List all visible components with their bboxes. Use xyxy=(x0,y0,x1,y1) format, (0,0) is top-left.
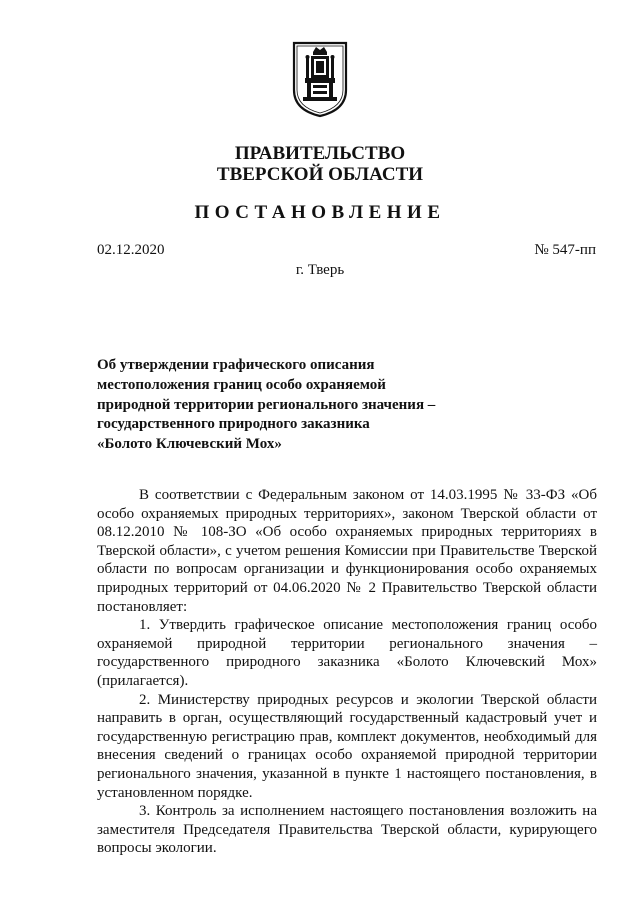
subject-line: государственного природного заказника xyxy=(97,416,370,433)
document-body xyxy=(97,486,597,858)
clause-2-paragraph: 2. Министерству природных ресурсов и экологии Тверской области направить в орган, осуществляющий государственный кадастровый учет и государственную регистрацию прав, комплект документов, необходимый для внесения сведений о границах особо охраняемой природной территории регионального значения, указанной в пункте 1 настоящего постановления, в установленном порядке. xyxy=(97,691,597,801)
subject-line: Об утверждении графического описания xyxy=(97,357,375,373)
document-date: 02.12.2020 xyxy=(97,242,165,258)
document-type-title: ПОСТАНОВЛЕНИЕ xyxy=(194,202,446,223)
government-name-line-1: ПРАВИТЕЛЬСТВО xyxy=(234,143,406,164)
tver-region-coat-of-arms-icon xyxy=(291,40,349,118)
clause-3-paragraph: 3. Контроль за исполнением настоящего постановления возложить на заместителя Председателя Правительства Тверской области, курирующего вопросы экологии. xyxy=(97,803,597,857)
subject-line: местоположения границ особо охраняемой xyxy=(97,376,386,393)
document-city: г. Тверь xyxy=(295,262,345,278)
government-name-line-2: ТВЕРСКОЙ ОБЛАСТИ xyxy=(216,164,424,185)
subject-line: природной территории регионального значения – xyxy=(97,396,436,413)
document-subject xyxy=(97,356,457,455)
clause-1-paragraph: 1. Утвердить графическое описание местоположения границ особо охраняемой природной территории регионального значения – государственного природного заказника «Болото Ключевский Мох» (прилагается). xyxy=(97,617,597,689)
subject-line: «Болото Ключевский Мох» xyxy=(97,436,282,453)
document-number: № 547-пп xyxy=(534,242,596,258)
preamble-paragraph: В соответствии с Федеральным законом от 14.03.1995 № 33-ФЗ «Об особо охраняемых природных территориях», законом Тверской области от 08.12.2010 № 108-ЗО «Об особо охраняемых природных территориях в Тверской области», с учетом решения Комиссии при Правительстве Тверской области по вопросам организации и функционирования особо охраняемых природных территорий от 04.06.2020 № 2 Правительство Тверской области постановляет: xyxy=(97,487,597,615)
